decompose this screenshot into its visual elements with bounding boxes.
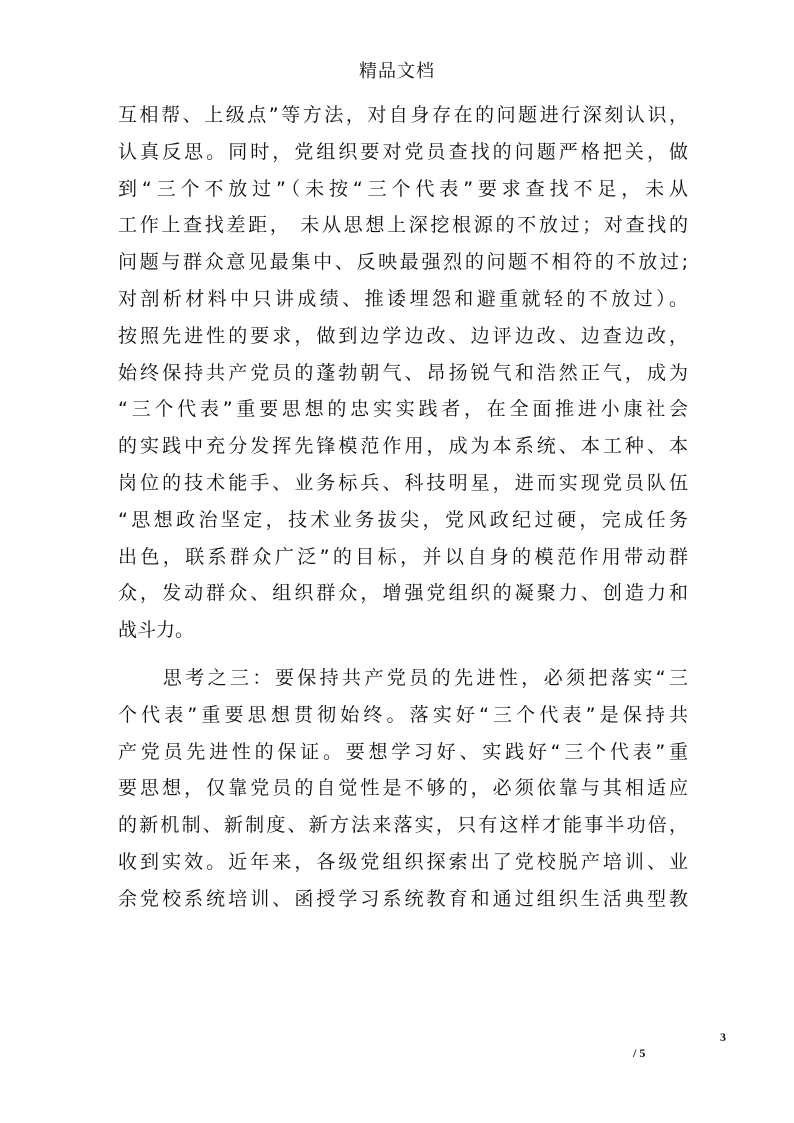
text-line: 按照先进性的要求，做到边学边改、边评边改、边查边改， [118,324,688,347]
text-line: 要思想，仅靠党员的自觉性是不够的，必须依靠与其相适应 [118,777,688,800]
text-line: 对剖析材料中只讲成绩、推诿埋怨和避重就轻的不放过）。 [118,287,688,310]
text-line: 思考之三：要保持共产党员的先进性，必须把落实“三 [118,666,688,689]
text-line: 的实践中充分发挥先锋模范作用，成为本系统、本工种、本 [118,435,688,458]
text-line: 众，发动群众、组织群众，增强党组织的凝聚力、创造力和 [118,582,688,605]
text-line: 始终保持共产党员的蓬勃朝气、昂扬锐气和浩然正气，成为 [118,361,688,384]
text-line: 到“三个不放过”（未按“三个代表”要求查找不足，未从 [118,177,688,200]
page-header-title: 精品文档 [359,61,435,82]
text-line: 出色，联系群众广泛”的目标，并以自身的模范作用带动群 [118,545,688,568]
paragraph-2 [118,660,688,918]
text-line: 余党校系统培训、函授学习系统教育和通过组织生活典型教 [118,887,688,910]
text-line: 个代表”重要思想贯彻始终。落实好“三个代表”是保持共 [118,703,688,726]
text-line: 工作上查找差距， 未从思想上深挖根源的不放过；对查找的 [118,214,688,237]
text-line: 岗位的技术能手、业务标兵、科技明星，进而实现党员队伍 [118,471,688,494]
text-line: 战斗力。 [118,619,195,642]
text-line: 互相帮、上级点”等方法，对自身存在的问题进行深刻认识， [118,104,688,126]
document-body [118,97,688,918]
text-line: 的新机制、新制度、新方法来落实，只有这样才能事半功倍， [118,814,688,837]
text-line: 收到实效。近年来，各级党组织探索出了党校脱产培训、业 [118,850,688,873]
text-line: 产党员先进性的保证。要想学习好、实践好“三个代表”重 [118,740,688,763]
paragraph-1 [118,97,688,649]
paragraph-gap [118,649,688,660]
text-line: “三个代表”重要思想的忠实实践者，在全面推进小康社会 [118,398,688,421]
page-number: 3 [720,1030,726,1044]
page-total: / 5 [633,1046,646,1060]
text-line: 认真反思。同时，党组织要对党员查找的问题严格把关，做 [118,140,688,163]
text-line: 问题与群众意见最集中、反映最强烈的问题不相符的不放过; [118,251,688,274]
text-line: “思想政治坚定，技术业务拔尖，党风政纪过硬，完成任务 [118,508,688,531]
